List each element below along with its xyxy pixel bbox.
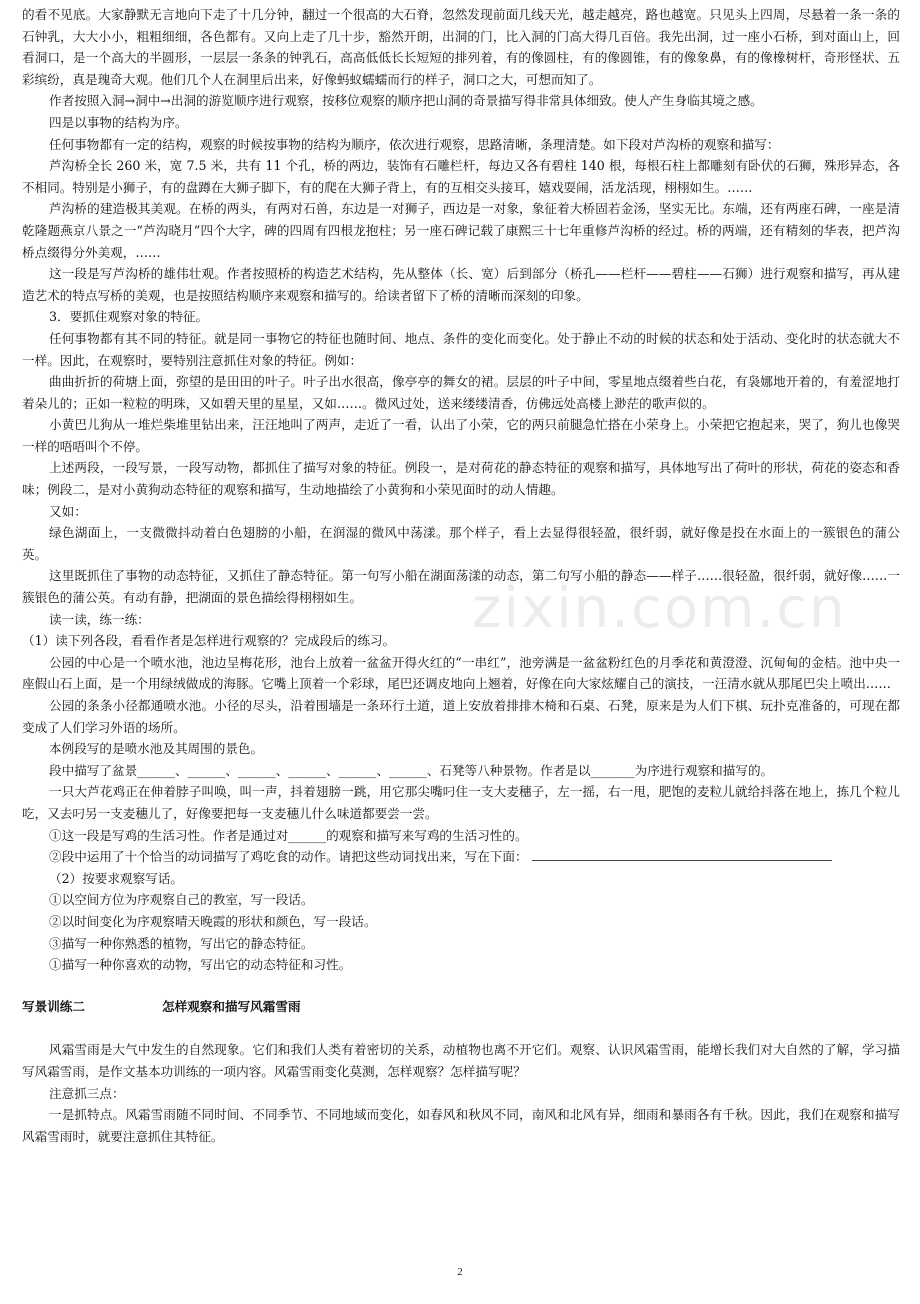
page-number: 2 [457, 1266, 463, 1278]
paragraph-text: 的看不见底。大家静默无言地向下走了十几分钟，翻过一个很高的大石脊，忽然发现前面几线天光，越走越亮，路也越宽。只见头上四周，尽悬着一条一条的石钟乳，大大小小，粗粗细细，各色都有。又向上走了几十步，豁然开朗，出洞的门，比入洞的门高大得几百倍。我先出洞，过一座小石桥，到对面山上，回看洞口，是一个高大的半圆形，一层层一条条的钟乳石，高高低低长长短短的排列着，有的像圆柱，有的像圆锥，有的像象鼻，有的像橡树杆，奇形怪状、五彩缤纷，真是瑰奇大观。他们几个人在洞里后出来，好像蚂蚁蠕蠕而行的样子，洞口之大，可想而知了。 [22, 7, 900, 87]
paragraph [22, 1039, 900, 1082]
paragraph-text: ①以空间方位为序观察自己的教室，写一段话。 [49, 892, 314, 908]
paragraph-text: 风霜雪雨是大气中发生的自然现象。它们和我们人类有着密切的关系，动植物也离不开它们。观察、认识风霜雪雨，能增长我们对大自然的了解，学习描写风霜雪雨，是作文基本功训练的一项内容。风霜雪雨变化莫测，怎样观察？怎样描写呢？ [22, 1042, 900, 1079]
paragraph-text: 绿色湖面上，一支微微抖动着白色翅膀的小船，在润湿的微风中荡漾。那个样子，看上去显得很轻盈，很纤弱，就好像是投在水面上的一簇银色的蒲公英。 [22, 525, 900, 562]
paragraph-text: 公园的中心是一个喷水池，池边呈梅花形，池台上放着一盆盆开得火红的“一串红”，池旁满是一盆盆粉红色的月季花和黄澄澄、沉甸甸的金桔。池中央一座假山石上面，是一个用绿绒做成的海豚。它嘴上顶着一个彩球，尾巴还调皮地向上翘着，好像在向大家炫耀自己的演技，一汪清水就从那尾巴尖上喷出…… [22, 654, 900, 692]
paragraph [22, 457, 900, 500]
paragraph-text: 芦沟桥的建造极其美观。在桥的两头，有两对石兽，东边是一对狮子，西边是一对象，象征着大桥固若金汤，坚实无比。东端，还有两座石碑，一座是清乾隆题燕京八景之一“芦沟晓月”四个大字，碑的四周有四根龙抱柱；另一座石碑记载了康熙三十七年重修芦沟桥的经过。桥的两端，还有精刻的华表，把芦沟桥点缀得分外美观，…… [22, 201, 900, 260]
paragraph-text: 任何事物都有一定的结构，观察的时候按事物的结构为顺序，依次进行观察，思路清晰，条理清楚。如下段对芦沟桥的观察和描写： [49, 136, 780, 152]
paragraph [22, 1104, 900, 1147]
paragraph-text: 这一段是写芦沟桥的雄伟壮观。作者按照桥的构造艺术结构，先从整体（长、宽）后到部分（桥孔——栏杆——碧柱——石狮）进行观察和描写，再从建造艺术的特点写桥的美观，也是按照结构顺序来观察和描写的。给读者留下了桥的清晰而深刻的印象。 [22, 266, 901, 303]
paragraph-text: 小黄巴儿狗从一堆烂柴堆里钻出来，汪汪地叫了两声，走近了一看，认出了小荣，它的两只前腿急忙搭在小荣身上。小荣把它抱起来，哭了，狗儿也像哭一样的唔唔叫个不停。 [22, 417, 900, 454]
paragraph [22, 306, 900, 328]
paragraph-text: 一是抓特点。风霜雪雨随不同时间、不同季节、不同地域而变化，如春风和秋风不同，南风和北风有异，细雨和暴雨各有千秋。因此，我们在观察和描写风霜雪雨时，就要注意抓住其特征。 [22, 1107, 900, 1144]
body-text-block-2 [22, 1039, 900, 1147]
paragraph-text: 上述两段，一段写景，一段写动物，都抓住了描写对象的特征。例段一，是对荷花的静态特征的观察和描写，具体地写出了荷叶的形状，荷花的姿态和香味；例段二，是对小黄狗动态特征的观察和描写，生动地描绘了小黄狗和小荣见面时的动人情趣。 [22, 460, 900, 498]
paragraph [22, 328, 900, 371]
paragraph-text: 这里既抓住了事物的动态特征，又抓住了静态特征。第一句写小船在湖面荡漾的动态，第二句写小船的静态——样子……很轻盈，很纤弱，就好像……一簇银色的蒲公英。有动有静，把湖面的景色描绘得栩栩如生。 [22, 568, 900, 606]
body-text-block [22, 4, 900, 976]
paragraph [22, 263, 900, 306]
paragraph-text: 读一读，练一练： [49, 611, 150, 627]
paragraph [22, 155, 900, 198]
paragraph [22, 760, 900, 782]
paragraph [22, 414, 900, 457]
paragraph [22, 134, 900, 156]
paragraph-text: 芦沟桥全长 260 米，宽 7.5 米，共有 11 个孔，桥的两边，装饰有石雕栏杆，每边又各有碧柱 140 根，每根石柱上都雕刻有卧伏的石狮，殊形异态，各不相同。特别是小狮子，有的盘蹲在大狮子脚下，有的爬在大狮子背上，有的互相交头接耳，嬉戏耍闹，活龙活现，栩栩如生。…… [22, 158, 900, 195]
paragraph [22, 933, 900, 955]
paragraph-text: ①这一段是写鸡的生活习性。作者是通过对______的观察和描写来写鸡的生活习性的。 [49, 827, 528, 843]
paragraph [22, 781, 900, 824]
answer-blank-line [532, 846, 832, 861]
section-label: 写景训练二 [22, 998, 85, 1014]
paragraph-text: ①描写一种你喜欢的动物，写出它的动态特征和习性。 [49, 957, 352, 973]
paragraph [22, 565, 900, 608]
paragraph-text: ②段中运用了十个恰当的动词描写了鸡吃食的动作。请把这些动词找出来，写在下面： [49, 849, 528, 865]
watermark: zixin.com.cn [472, 576, 847, 641]
paragraph [22, 4, 900, 90]
page-body [22, 4, 900, 1147]
paragraph-text: 又如： [49, 503, 87, 519]
paragraph-text: 公园的条条小径都通喷水池。小径的尽头，沿着围墙是一条环行土道，道上安放着排排木椅和石桌、石凳，原来是为人们下棋、玩扑克准备的，可现在都变成了人们学习外语的场所。 [22, 698, 900, 735]
section-title: 怎样观察和描写风霜雪雨 [162, 998, 301, 1014]
paragraph [22, 825, 900, 847]
paragraph-text: 3．要抓住观察对象的特征。 [49, 309, 209, 325]
paragraph [22, 738, 900, 760]
paragraph [22, 695, 900, 738]
paragraph [22, 609, 900, 631]
paragraph [22, 889, 900, 911]
paragraph-text: ③描写一种你熟悉的植物，写出它的静态特征。 [49, 935, 314, 951]
paragraph-text: 曲曲折折的荷塘上面，弥望的是田田的叶子。叶子出水很高，像亭亭的舞女的裙。层层的叶子中间，零星地点缀着些白花，有袅娜地开着的，有羞涩地打着朵儿的；正如一粒粒的明珠，又如碧天里的星星，又如……。微风过处，送来缕缕清香，仿佛远处高楼上渺茫的歌声似的。 [22, 374, 900, 411]
paragraph-text: （2）按要求观察写话。 [49, 870, 183, 886]
paragraph [22, 954, 900, 976]
paragraph-text: 任何事物都有其不同的特征。就是同一事物它的特征也随时间、地点、条件的变化而变化。处于静止不动的时候的状态和处于活动、变化时的状态就大不一样。因此，在观察时，要特别注意抓住对象的特征。例如： [22, 330, 900, 368]
paragraph-text: 本例段写的是喷水池及其周围的景色。 [49, 741, 264, 757]
paragraph [22, 112, 900, 134]
paragraph-text: （1）读下列各段，看看作者是怎样进行观察的？完成段后的练习。 [22, 633, 396, 649]
section-heading [22, 996, 900, 1018]
paragraph [22, 90, 900, 112]
paragraph [22, 652, 900, 695]
paragraph [22, 1083, 900, 1105]
paragraph [22, 868, 900, 890]
paragraph [22, 630, 900, 652]
paragraph-text: 作者按照入洞→洞中→出洞的游览顺序进行观察，按移位观察的顺序把山洞的奇景描写得非常具体细致。使人产生身临其境之感。 [49, 93, 763, 109]
paragraph-text: ②以时间变化为序观察晴天晚霞的形状和颜色，写一段话。 [49, 913, 377, 929]
paragraph-text: 一只大芦花鸡正在伸着脖子叫唤，叫一声，抖着翅膀一跳，用它那尖嘴叼住一支大麦穗子，左一摇，右一甩，肥饱的麦粒儿就给抖落在地上，拣几个粒儿吃，又去叼另一支麦穗儿了，好像要把每一支麦穗儿什么味道都要尝一尝。 [22, 784, 900, 821]
paragraph [22, 522, 900, 565]
spacer [22, 1017, 900, 1039]
paragraph [22, 371, 900, 414]
paragraph [22, 846, 900, 868]
paragraph [22, 501, 900, 523]
paragraph-text: 四是以事物的结构为序。 [49, 114, 188, 130]
paragraph-text: 段中描写了盆景______、______、______、______、______、______、石凳等八种景物。作者是以_______为序进行观察和描写的。 [49, 762, 774, 778]
paragraph-text: 注意抓三点： [49, 1085, 125, 1101]
paragraph [22, 911, 900, 933]
paragraph [22, 198, 900, 263]
